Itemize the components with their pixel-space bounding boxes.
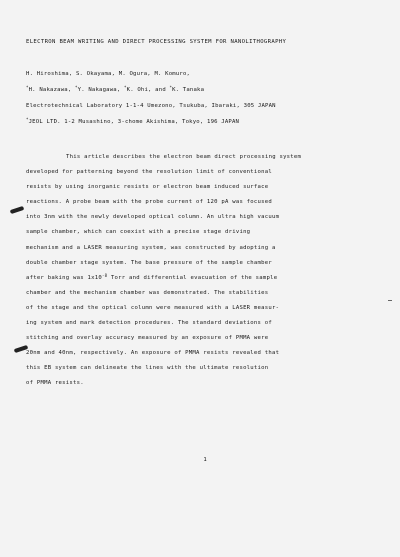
abstract-line [26,271,366,286]
paper-title: ELECTRON BEAM WRITING AND DIRECT PROCESSING SYSTEM FOR NANOLITHOGRAPHY [26,39,287,45]
abstract-line: this EB system can delineate the lines with the ultimate resolution [26,365,269,372]
abstract-line: resists by using inorganic resists or electron beam induced surface [26,184,269,191]
abstract-line: chamber and the mechanism chamber was demonstrated. The stabilities [26,289,269,296]
abstract-line: of PMMA resists. [26,380,84,387]
abstract-line: sample chamber, which can coexist with a precise stage driving [26,229,251,236]
affiliation-2 [26,119,239,125]
abstract-line: stitching and overlay accuracy measured by an exposure of PMMA were [26,335,269,342]
author-name: K. Tanaka [172,87,205,93]
author-name: K. Ohi, and [126,87,166,93]
abstract-line: 20nm and 40nm, respectively. An exposure of PMMA resists revealed that [26,350,280,357]
abstract-line: developed for patterning beyond the resolution limit of conventional [26,169,273,176]
abstract-line: This article describes the electron beam direct processing system [66,154,302,160]
exponent: -8 [101,272,108,278]
margin-mark [10,206,25,214]
scan-speck [388,300,392,301]
affiliation-mark: * [75,85,78,90]
affiliation-mark: * [124,85,127,90]
page-number: 1 [203,457,207,463]
abstract-line: ing system and mark detection procedures. The standard deviations of [26,320,273,327]
authors-line-1: H. Hiroshima, S. Okayama, M. Ogura, M. Komuro, [26,71,191,77]
abstract-line: of the stage and the optical column were measured with a LASER measur- [26,304,280,311]
abstract-line: into 3nm with the newly developed optical column. An ultra high vacuum [26,214,280,221]
abstract-line-text: Torr and differential evacuation of the sample [107,274,278,281]
affiliation-mark: * [169,85,173,90]
authors-line-2 [26,87,204,93]
affiliation-mark: * [26,85,29,90]
abstract-line: mechanism and a LASER measuring system, was constructed by adopting a [26,244,276,251]
author-name: H. Nakazawa, [28,87,72,93]
affiliation-mark: * [26,117,29,122]
affiliation-1: Electrotechnical Laboratory 1-1-4 Umezono, Tsukuba, Ibaraki, 305 JAPAN [26,103,276,109]
affiliation-2-text: JEOL LTD. 1-2 Musashino, 3-chome Akishima, Tokyo, 196 JAPAN [28,119,240,125]
abstract-line-text: after baking was 1x10 [26,274,102,281]
abstract [26,150,366,392]
abstract-line: double chamber stage system. The base pressure of the sample chamber [26,259,273,266]
abstract-line: reactions. A probe beam with the probe current of 120 pA was focused [26,199,273,206]
author-name: Y. Nakagawa, [77,87,121,93]
